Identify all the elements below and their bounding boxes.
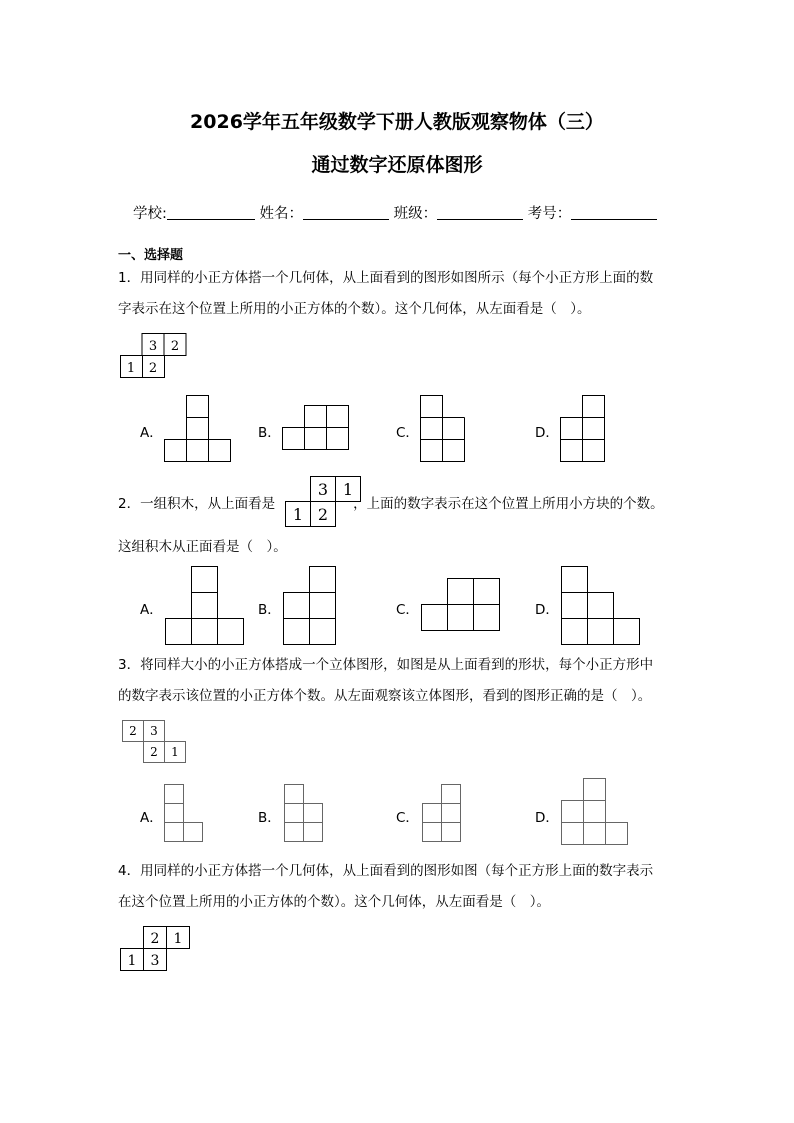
q2-option-a[interactable]: A． [140,602,163,618]
cell-number: 1 [342,480,354,499]
question-1-top-view [120,333,188,378]
school-blank[interactable] [167,205,255,220]
name-blank[interactable] [303,205,389,220]
q3-option-b-figure [284,784,324,842]
exam-no-label: 考号： [527,206,572,222]
q2-option-d[interactable]: D． [535,602,559,618]
q1-option-c-figure [420,395,465,462]
cell-number: 2 [150,931,160,947]
q3-option-d-figure [561,778,629,846]
question-4-line-2: 在这个位置上所用的小正方体的个数）。这个几何体，从左面看是（ ）。 [118,894,550,910]
q2-option-d-figure [560,566,642,646]
q2-option-c-figure [420,578,502,632]
cell-number: 2 [150,745,158,759]
class-blank[interactable] [437,205,523,220]
name-label: 姓名： [259,206,303,222]
question-3-line-1: 3．将同样大小的小正方体搭成一个立体图形，如图是从上面看到的形状，每个小正方形中 [118,657,654,673]
question-3-top-view [122,720,188,764]
question-4-line-1: 4．用同样的小正方体搭一个几何体，从上面看到的图形如图（每个正方形上面的数字表示 [118,863,654,879]
q1-option-a-figure [164,395,231,462]
student-info-row [133,202,657,223]
question-2-top-view [284,476,364,528]
question-2-line-2: 这组积木从正面看是（ ）。 [118,539,287,555]
q2-option-b-figure [282,566,338,646]
q2-option-b[interactable]: B． [258,602,281,618]
q3-option-c[interactable]: C． [396,810,419,826]
q1-option-d-figure [560,395,605,462]
question-2-line-1 [118,489,664,520]
exam-no-blank[interactable] [571,205,657,220]
section-title: 一、选择题 [118,248,184,263]
cell-number: 1 [292,505,304,524]
q1-option-b-figure [282,405,349,450]
question-4-top-view [120,926,190,972]
q1-option-a[interactable]: A． [140,425,163,441]
cell-number: 3 [148,339,158,354]
cell-number: 1 [126,361,136,376]
school-label: 学校: [133,206,167,222]
cell-number: 2 [129,724,137,738]
q3-option-b[interactable]: B． [258,810,281,826]
document-title: 2026学年五年级数学下册人教版观察物体（三） [190,111,604,133]
q1-option-c[interactable]: C． [396,425,419,441]
cell-number: 3 [317,480,329,499]
q3-option-c-figure [422,784,462,842]
q2-text-pre: 2．一组积木，从上面看是 [118,496,276,512]
cell-number: 3 [150,953,160,969]
q2-option-c[interactable]: C． [396,602,419,618]
cell-number: 3 [150,724,158,738]
q3-option-a-figure [164,784,204,842]
document-subtitle: 通过数字还原体图形 [311,154,483,176]
q1-option-d[interactable]: D． [535,425,559,441]
question-1-line-2: 字表示在这个位置上所用的小正方体的个数）。这个几何体，从左面看是（ ）。 [118,301,591,317]
q2-text-post: ，上面的数字表示在这个位置上所用小方块的个数。 [353,496,664,512]
cell-number: 2 [170,339,180,354]
cell-number: 1 [127,953,137,969]
cell-number: 2 [317,505,329,524]
q1-option-b[interactable]: B． [258,425,281,441]
q3-option-a[interactable]: A． [140,810,163,826]
question-3-line-2: 的数字表示该位置的小正方体个数。从左面观察该立体图形，看到的图形正确的是（ ）。 [118,688,652,704]
class-label: 班级： [393,206,438,222]
cell-number: 1 [173,931,183,947]
cell-number: 1 [171,745,179,759]
question-1-line-1: 1．用同样的小正方体搭一个几何体，从上面看到的图形如图所示（每个小正方形上面的数 [118,270,654,286]
q2-option-a-figure [164,566,246,646]
cell-number: 2 [148,361,158,376]
q3-option-d[interactable]: D． [535,810,559,826]
